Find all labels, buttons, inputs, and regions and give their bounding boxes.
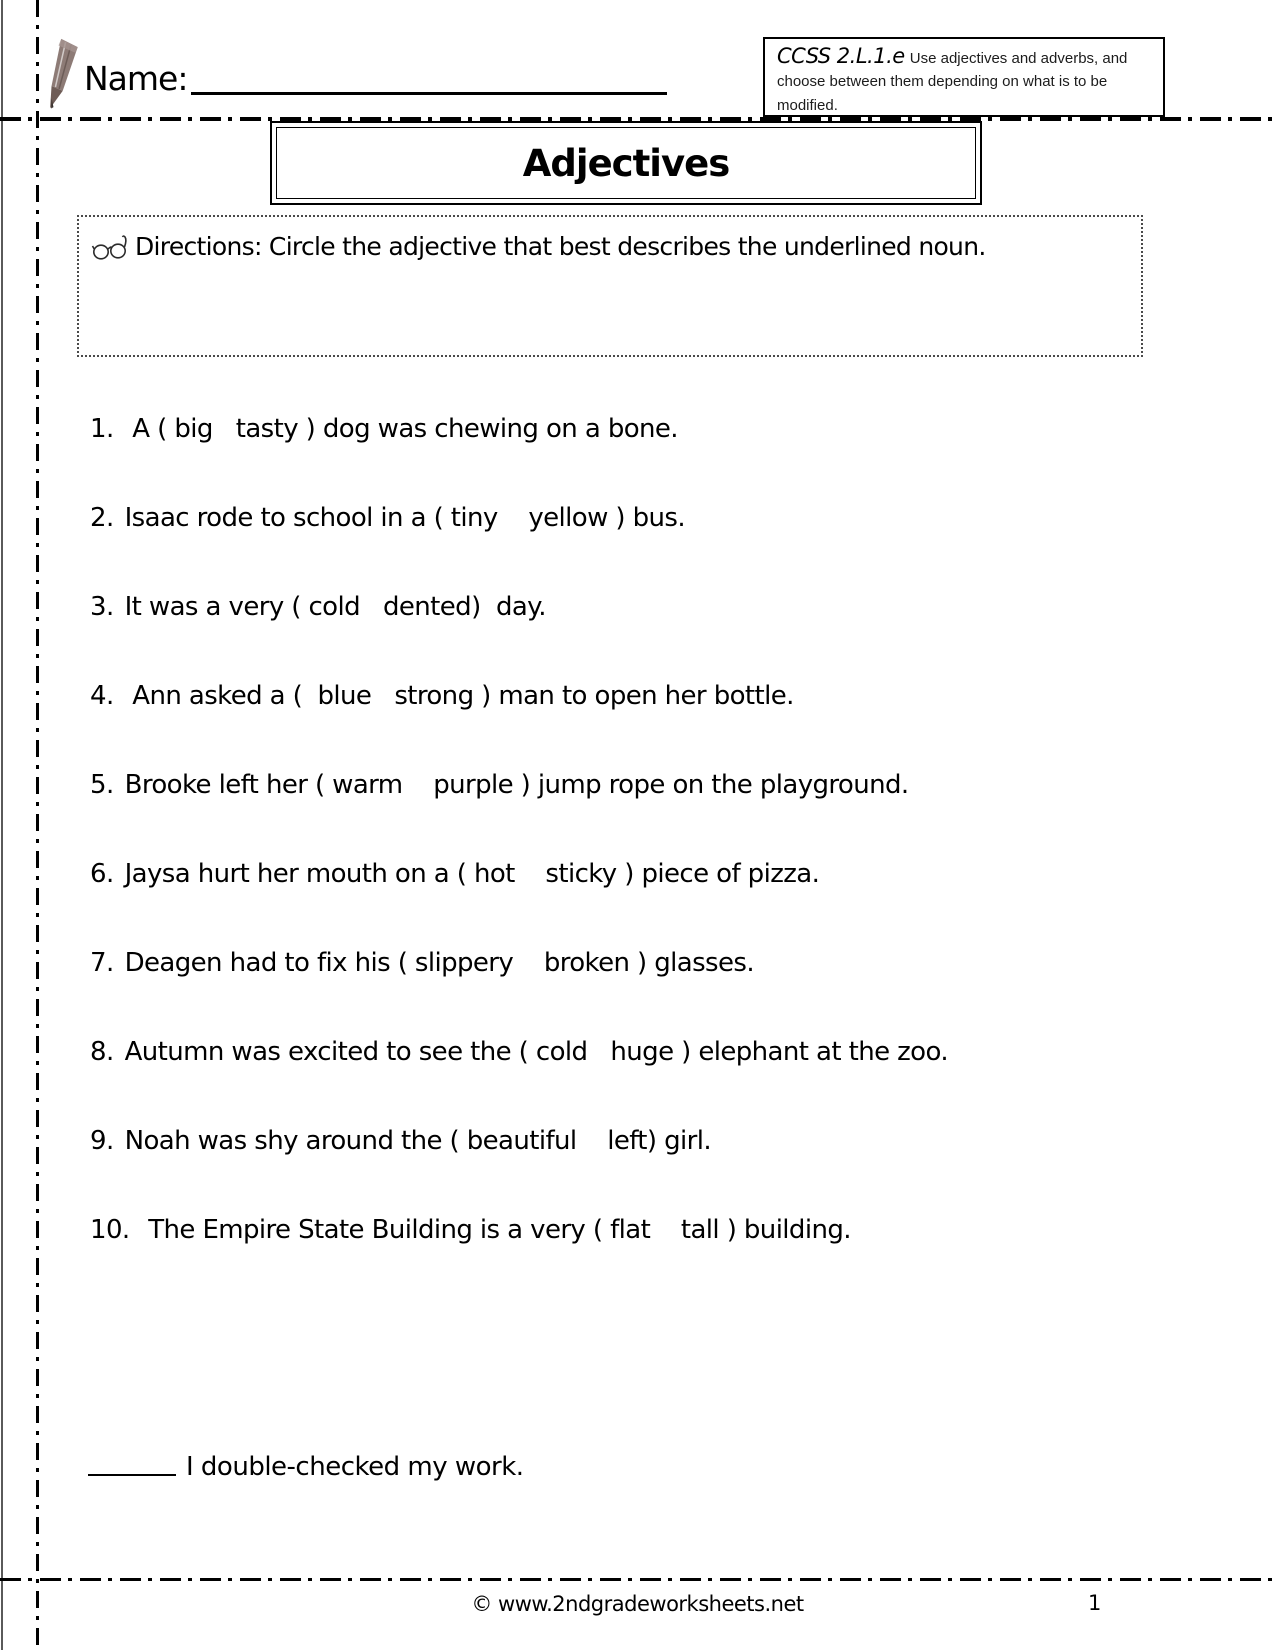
question-number: 3. [90,592,114,622]
question-text: A ( big tasty ) dog was chewing on a bone. [124,414,678,444]
reading-glasses-icon [91,234,131,265]
ccss-code: CCSS 2.L.1.e [777,44,905,68]
question-text: Noah was shy around the ( beautiful left) girl. [124,1126,712,1156]
page-title: Adjectives [522,141,730,185]
question-text: Jaysa hurt her mouth on a ( hot sticky ) piece of pizza. [124,859,820,889]
self-check-row [88,1452,524,1482]
bottom-dashdot-rule [0,1578,1275,1581]
question-number: 2. [90,503,114,533]
question-text: Ann asked a ( blue strong ) man to open her bottle. [124,681,794,711]
footer-page-number: 1 [1088,1591,1102,1615]
question-number: 5. [90,770,114,800]
question-number: 4. [90,681,114,711]
question-5 [90,768,1245,857]
question-number: 8. [90,1037,114,1067]
question-text: Deagen had to fix his ( slippery broken ) glasses. [124,948,754,978]
question-10 [90,1213,1245,1302]
question-4 [90,679,1245,768]
page-left-edge-line [1,0,3,1650]
self-check-label: I double-checked my work. [186,1452,524,1482]
question-text: Autumn was excited to see the ( cold huge ) elephant at the zoo. [124,1037,948,1067]
question-text: Brooke left her ( warm purple ) jump rope on the playground. [124,770,909,800]
name-label: Name: [84,59,188,98]
question-number: 1. [90,414,114,444]
question-number: 9. [90,1126,114,1156]
directions-box [77,215,1143,357]
name-field-row [84,58,667,101]
question-text: Isaac rode to school in a ( tiny yellow ) bus. [124,503,686,533]
question-8 [90,1035,1245,1124]
question-number: 10. [90,1215,130,1245]
question-list [90,412,1245,1302]
ccss-standard-box [763,37,1165,117]
question-2 [90,501,1245,590]
question-9 [90,1124,1245,1213]
left-dashdot-border [36,0,39,1650]
footer-copyright: © www.2ndgradeworksheets.net [471,1592,804,1616]
pencil-icon [40,34,82,124]
question-1 [90,412,1245,501]
question-number: 6. [90,859,114,889]
question-3 [90,590,1245,679]
question-number: 7. [90,948,114,978]
self-check-blank-line [88,1472,176,1476]
question-6 [90,857,1245,946]
name-blank-line [191,90,667,95]
question-text: It was a very ( cold dented) day. [124,592,546,622]
title-box-inner-border [276,127,976,199]
directions-text: Directions: Circle the adjective that best describes the underlined noun. [135,232,986,261]
ccss-description: Use adjectives and adverbs, and choose between them depending on what is to be modified. [777,50,1128,114]
title-box [270,121,982,205]
question-text: The Empire State Building is a very ( flat tall ) building. [140,1215,851,1245]
question-7 [90,946,1245,1035]
